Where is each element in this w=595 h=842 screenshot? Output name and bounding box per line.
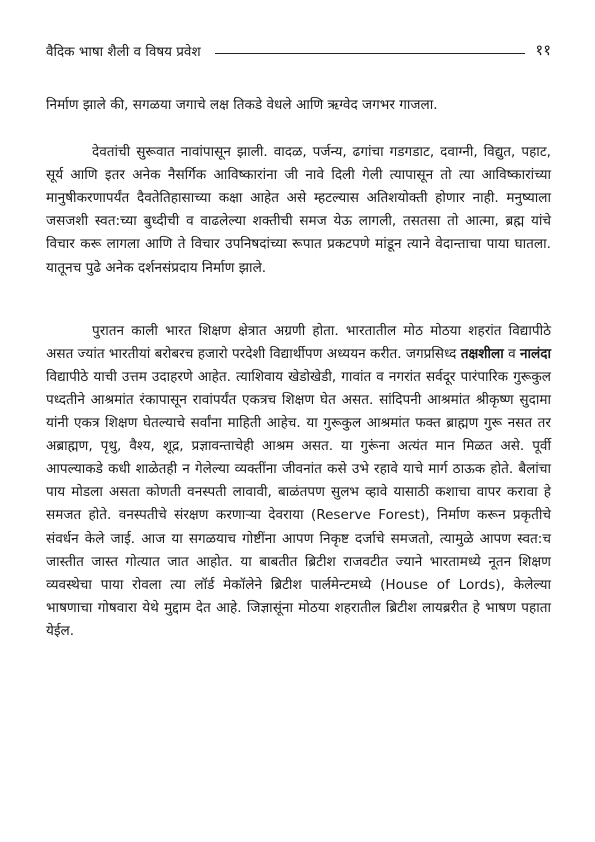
header-rule	[215, 53, 526, 54]
page-body	[46, 94, 551, 643]
paragraph-1: निर्माण झाले की, सगळया जगाचे लक्ष तिकडे वेधले आणि ऋग्वेद जगभर गाजला.	[46, 97, 438, 113]
paragraph-2: देवतांची सुरूवात नावांपासून झाली. वादळ, पर्जन्य, ढगांचा गडगडाट, दवाग्नी, विद्युत, पहाट, सूर्य आणि इतर अनेक नैसर्गिक आविष्कारांना जी नावे दिली गेली त्यापासून तो त्या आविष्कारांच्या मानुषीकरणापर्यंत दैवतेतिहासाच्या कक्षा आहेत असे म्हटल्यास अतिशयोक्ती होणार नाही. मनुष्याला जसजशी स्वत:च्या बुध्दीची व वाढलेल्या शक्तीची समज येऊ लागली, तसतसा तो आत्मा, ब्रह्म यांचे विचार करू लागला आणि ते विचार उपनिषदांच्या रूपात प्रकटपणे मांडून त्याने वेदान्ताचा पाया घातला. यातूनच पुढे अनेक दर्शनसंप्रदाय निर्माण झाले.	[46, 144, 551, 276]
bold-term-takshashila: तक्षशीला	[460, 345, 504, 362]
paragraph-3-part-1: पुरातन काली भारत शिक्षण क्षेत्रात अग्रणी होता. भारतातील मोठ मोठया शहरांत विद्यापीठे असत ज्यांत भारतीयां बरोबरच हजारो परदेशी विद्यार्थीपण अध्ययन करीत. जगप्रसिध्द	[46, 322, 551, 362]
paragraph-3-part-3: विद्यापीठे याची उत्तम उदाहरणे आहेत. त्याशिवाय खेडोखेडी, गावांत व नगरांत सर्वदूर पारंपारिक गुरूकुल पध्दतीने आश्रमांत रंकापासून रावांपर्यंत एकत्रच शिक्षण घेत असत. सांदिपनी आश्रमांत श्रीकृष्ण सुदामा यांनी एकत्र शिक्षण घेतल्याचे सर्वांना माहिती आहेच. या गुरूकुल आश्रमांत फक्त ब्राह्मण गुरू नसत तर अब्राह्मण, पृथु, वैश्य, शूद्र, प्रज्ञावन्ताचेही आश्रम असत. या गुरूंना अत्यंत मान मिळत असे. पूर्वी आपल्याकडे कधी शाळेतही न गेलेल्या व्यक्तींना जीवनांत कसे उभे रहावे याचे मार्ग ठाऊक होते. बैलांचा पाय मोडला असता कोणती वनस्पती लावावी, बाळंतपण सुलभ व्हावे यासाठी कशाचा वापर करावा हे समजत होते. वनस्पतीचे संरक्षण करणाऱ्या देवराया (Reserve Forest), निर्माण करून प्रकृतीचे संवर्धन केले जाई. आज या सगळयाच गोष्टींना आपण निकृष्ट दर्जाचे समजतो, त्यामुळे आपण स्वत:च जास्तीत जास्त गोत्यात जात आहोत. या बाबतीत ब्रिटीश राजवटीत ज्याने भारतामध्ये नूतन शिक्षण व्यवस्थेचा पाया रोवला त्या लॉर्ड मेकॉलेने ब्रिटीश पार्लमेन्टमध्ये (House of Lords), केलेल्या भाषणाचा गोषवारा येथे मुद्दाम देत आहे. जिज्ञासूंना मोठया शहरातील ब्रिटीश लायब्ररीत हे भाषण पहाता येईल.	[46, 368, 551, 639]
paragraph-3-part-2: व	[503, 345, 520, 362]
page-number: ११	[535, 41, 551, 59]
paragraph-3	[46, 320, 551, 643]
running-header	[46, 34, 551, 60]
header-title: वैदिक भाषा शैली व विषय प्रवेश	[46, 44, 201, 60]
bold-term-nalanda: नालंदा	[519, 345, 551, 362]
